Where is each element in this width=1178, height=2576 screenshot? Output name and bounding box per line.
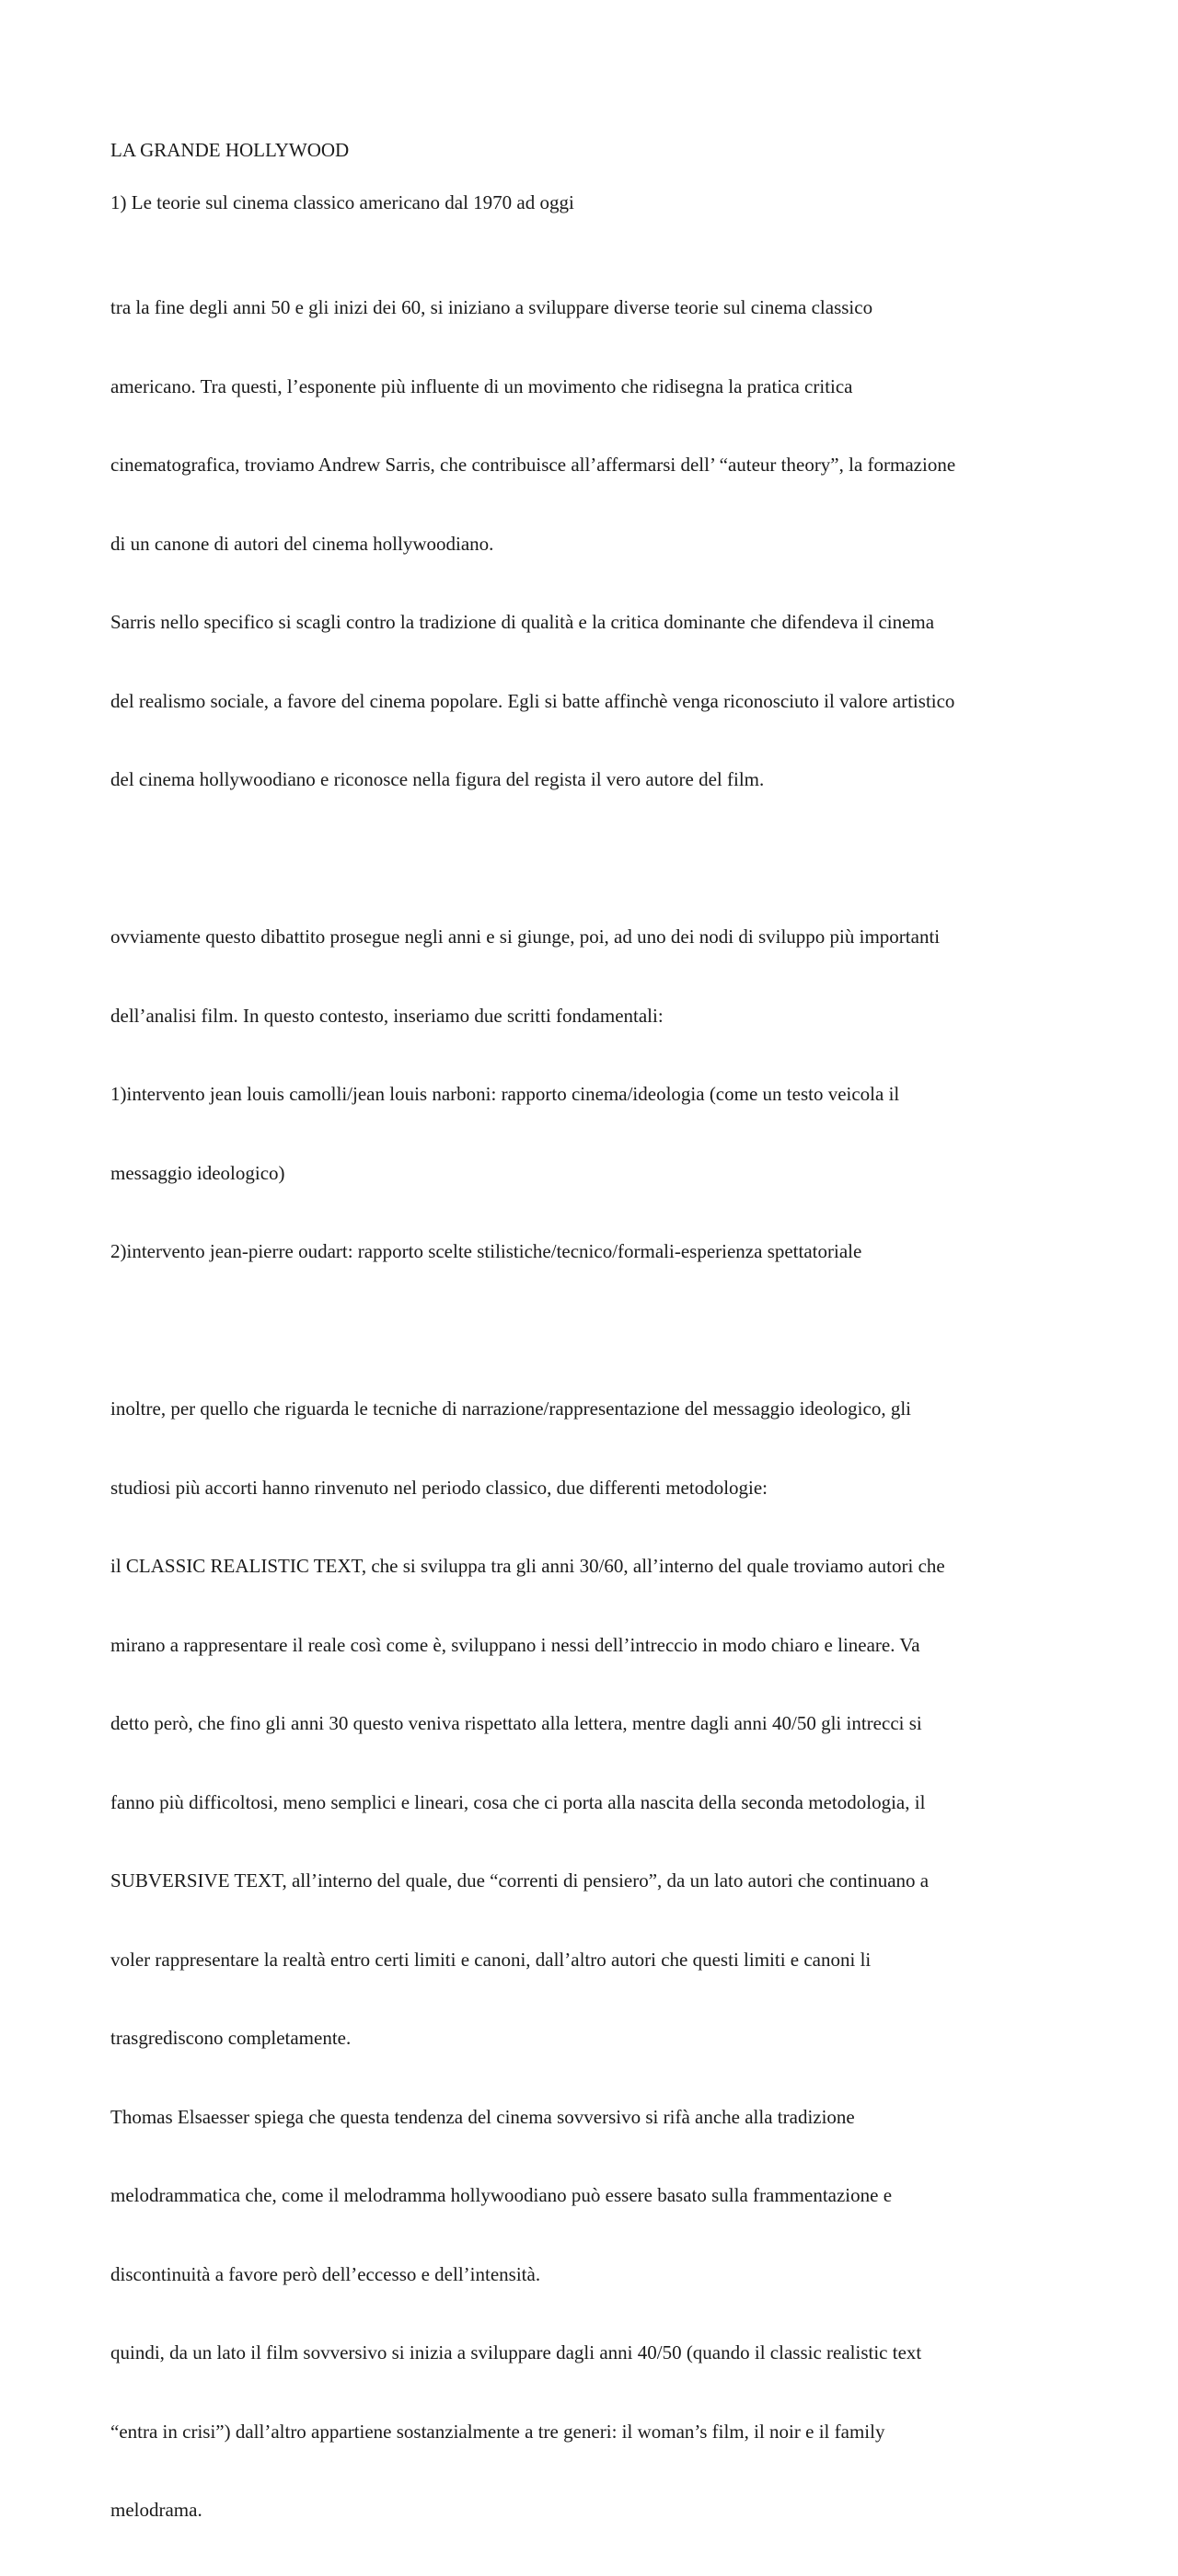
paragraph-3 (110, 1343, 1077, 2576)
text-line: detto però, che fino gli anni 30 questo veniva rispettato alla lettera, mentre dagli anni 40/50 gli intrecci si (110, 1712, 922, 1734)
text-line: dell’analisi film. In questo contesto, inseriamo due scritti fondamentali: (110, 1004, 664, 1027)
text-line: Sarris nello specifico si scagli contro la tradizione di qualità e la critica dominante che difendeva il cinema (110, 611, 935, 633)
text-line: “entra in crisi”) dall’altro appartiene sostanzialmente a tre generi: il woman’s film, il noir e il family (110, 2420, 885, 2443)
text-line: del cinema hollywoodiano e riconosce nella figura del regista il vero autore del film. (110, 768, 765, 790)
text-line: melodrama. (110, 2499, 202, 2521)
text-line: fanno più difficoltosi, meno semplici e lineari, cosa che ci porta alla nascita della seconda metodologia, il (110, 1790, 926, 1813)
text-line: trasgrediscono completamente. (110, 2027, 352, 2049)
text-line: ovviamente questo dibattito prosegue negli anni e si giunge, poi, ad uno dei nodi di sviluppo più importanti (110, 926, 941, 948)
spacer (110, 1317, 1077, 1344)
document-body (110, 137, 1077, 2576)
text-line: 2)intervento jean-pierre oudart: rapporto scelte stilistiche/tecnico/formali-esperienza spettatoriale (110, 1240, 862, 1262)
text-line: voler rappresentare la realtà entro certi limiti e canoni, dall’altro autori che questi limiti e canoni li (110, 1948, 872, 1971)
text-line: inoltre, per quello che riguarda le tecniche di narrazione/rappresentazione del messaggio ideologico, gli (110, 1397, 911, 1420)
text-line: di un canone di autori del cinema hollywoodiano. (110, 532, 494, 555)
text-line: melodrammatica che, come il melodramma hollywoodiano può essere basato sulla frammentazione e (110, 2184, 893, 2206)
text-line: il CLASSIC REALISTIC TEXT, che si sviluppa tra gli anni 30/60, all’interno del quale troviamo autori che (110, 1555, 945, 1577)
spacer (110, 164, 1077, 190)
document-subtitle: 1) Le teorie sul cinema classico americano dal 1970 ad oggi (110, 191, 574, 213)
text-line: quindi, da un lato il film sovversivo si inizia a sviluppare dagli anni 40/50 (quando il classic realistic text (110, 2341, 922, 2363)
spacer (110, 216, 1077, 243)
text-line: messaggio ideologico) (110, 1161, 285, 1184)
text-line: Thomas Elsaesser spiega che questa tendenza del cinema sovversivo si rifà anche alla tradizione (110, 2105, 855, 2128)
text-line: tra la fine degli anni 50 e gli inizi dei 60, si iniziano a sviluppare diverse teorie sul cinema classico (110, 296, 873, 318)
text-line: mirano a rappresentare il reale così come è, sviluppano i nessi dell’intreccio in modo chiaro e lineare. Va (110, 1633, 920, 1656)
paragraph-1 (110, 242, 1077, 845)
paragraph-2 (110, 871, 1077, 1317)
text-line: SUBVERSIVE TEXT, all’interno del quale, due “correnti di pensiero”, da un lato autori che continuano a (110, 1869, 930, 1892)
text-line: studiosi più accorti hanno rinvenuto nel periodo classico, due differenti metodologie: (110, 1476, 768, 1499)
text-line: discontinuità a favore però dell’eccesso e dell’intensità. (110, 2262, 541, 2285)
text-line: americano. Tra questi, l’esponente più influente di un movimento che ridisegna la pratica critica (110, 374, 853, 397)
spacer (110, 845, 1077, 872)
text-line: del realismo sociale, a favore del cinema popolare. Egli si batte affinchè venga riconosciuto il valore artistico (110, 689, 955, 712)
text-line: cinematografica, troviamo Andrew Sarris, che contribuisce all’affermarsi dell’ “auteur theory”, la formazione (110, 454, 956, 476)
document-title: LA GRANDE HOLLYWOOD (110, 139, 350, 161)
text-line: 1)intervento jean louis camolli/jean louis narboni: rapporto cinema/ideologia (come un testo veicola il (110, 1083, 900, 1105)
